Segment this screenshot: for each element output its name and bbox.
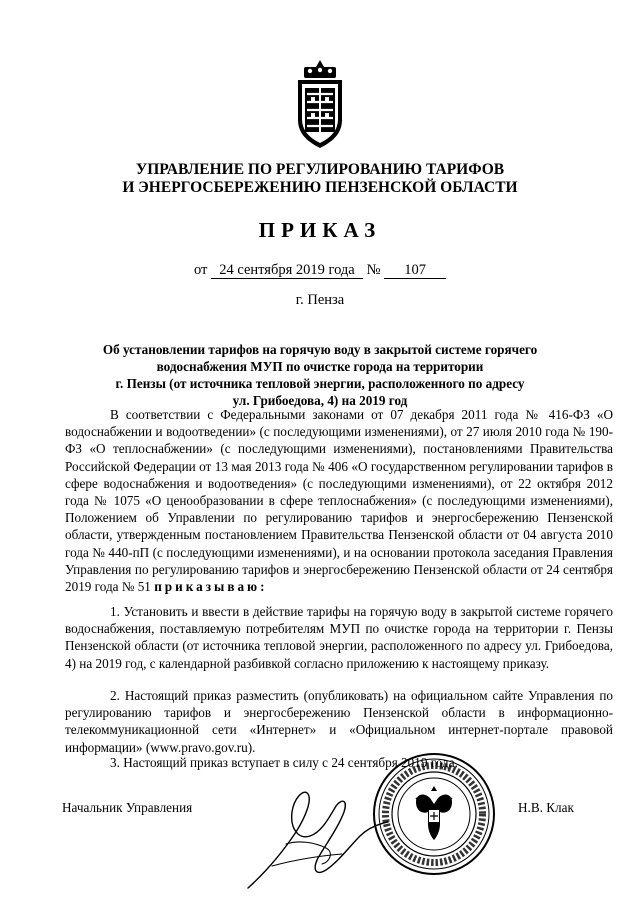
order-item-3: 3. Настоящий приказ вступает в силу с 24 сентября 2019 года. — [110, 755, 458, 770]
document-type-title: ПРИКАЗ — [258, 218, 382, 242]
subject-line: ул. Грибоедова, 4) на 2019 год — [232, 393, 408, 408]
city: г. Пенза — [295, 292, 345, 308]
signatory-position: Начальник Управления — [62, 800, 193, 815]
order-item-1: 1. Установить и ввести в действие тарифы на горячую воду в закрытой системе горячего водоснабжения, поставляемую потребителям МУП по очистке города на территории г. Пензы Пензенской области (от источника тепловой энергии, расположенного по адресу ул. Грибоедова, 4) на 2019 год, с календарной разбивкой согласно приложению к настоящему приказу. — [65, 604, 613, 671]
number-prefix: № — [366, 262, 381, 278]
official-seal-icon — [372, 752, 496, 876]
subject-line: водоснабжения МУП по очистке города на территории — [156, 359, 484, 374]
date-number-line — [0, 262, 640, 279]
preamble-paragraph — [65, 406, 613, 595]
subject-line: г. Пензы (от источника тепловой энергии, расположенного по адресу — [115, 376, 525, 391]
document-subject — [95, 341, 545, 409]
order-word: приказываю: — [154, 579, 268, 595]
date-prefix: от — [193, 262, 208, 278]
organization-name-line1: УПРАВЛЕНИЕ ПО РЕГУЛИРОВАНИЮ ТАРИФОВ — [135, 161, 505, 178]
subject-line: Об установлении тарифов на горячую воду в закрытой системе горячего — [102, 342, 538, 357]
document-date: 24 сентября 2019 года — [211, 262, 363, 279]
signatory-name: Н.В. Клак — [518, 800, 574, 815]
preamble-text: В соответствии с Федеральными законами от 07 декабря 2011 года № 416-ФЗ «О водоснабжении и водоотведении» (с последующими изменениями), от 27 июля 2010 года № 190-ФЗ «О теплоснабжении» (с последующими изменениями), постановлениями Правительства Российской Федерации от 13 мая 2013 года № 406 «О государственном регулировании тарифов в сфере водоснабжения и водоотведения» (с последующими изменениями), от 22 октября 2012 года № 1075 «О ценообразовании в сфере теплоснабжения» (с последующими изменениями), Положением об Управлении по регулированию тарифов и энергосбережению Пензенской области, утвержденным постановлением Правительства Пензенской области от 04 августа 2010 года № 440-пП (с последующими изменениями), и на основании протокола заседания Правления Управления по регулированию тарифов и энергосбережению Пензенской области от 24 сентября 2019 года № 51 — [65, 407, 613, 595]
coat-of-arms-icon — [290, 58, 350, 150]
document-number: 107 — [384, 262, 446, 279]
organization-name-line2: И ЭНЕРГОСБЕРЕЖЕНИЮ ПЕНЗЕНСКОЙ ОБЛАСТИ — [122, 179, 518, 196]
order-item-2: 2. Настоящий приказ разместить (опубликовать) на официальном сайте Управления по регулированию тарифов и энергосбережению Пензенской области в информационно-телекоммуникационной сети «Интернет» и «Официальном интернет-портале правовой информации» (www.pravo.gov.ru). — [65, 688, 613, 755]
